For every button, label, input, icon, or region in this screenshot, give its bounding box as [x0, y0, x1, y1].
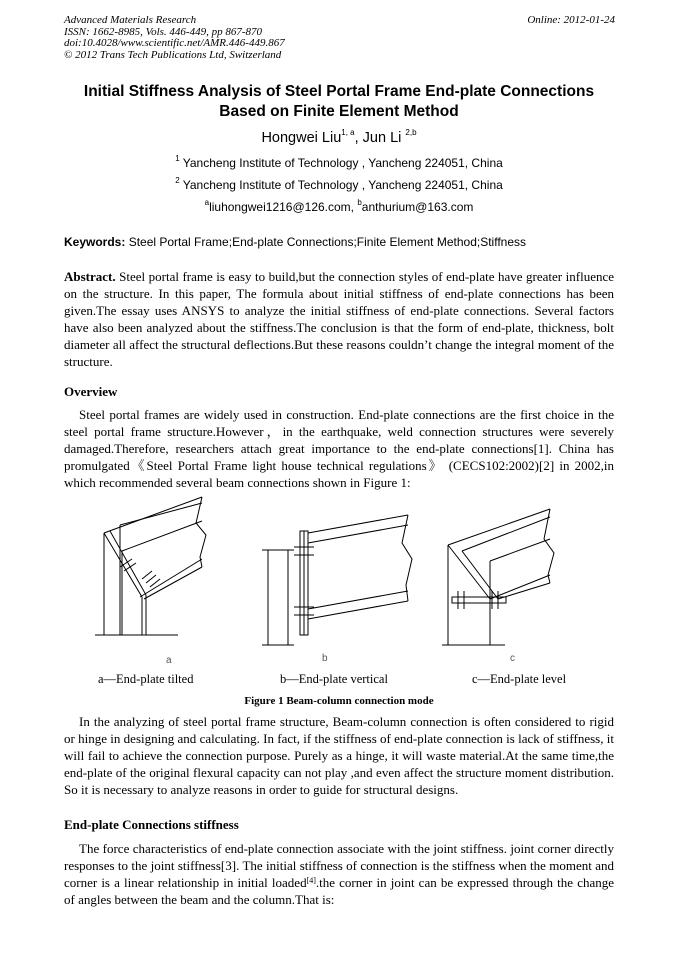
figure-1-title: Figure 1 Beam-column connection mode	[244, 695, 434, 707]
author-1: Hongwei Liu	[261, 130, 342, 146]
emails	[0, 200, 678, 214]
email-a[interactable]: liuhongwei1216@126.com,	[209, 200, 358, 214]
figure-letter-c: c	[510, 653, 515, 664]
abstract	[64, 268, 614, 370]
caption-b: b—End-plate vertical	[280, 672, 388, 686]
paper-title	[40, 82, 638, 122]
affiliation-1	[0, 156, 678, 170]
author-2-sup: 2,b	[405, 128, 417, 137]
caption-c: c—End-plate level	[472, 672, 567, 686]
author-1-sup: 1, a	[341, 128, 355, 137]
paragraph-2: In the analyzing of steel portal frame structure, Beam-column connection is often considered to rigid or hinge in designing and calculating. In fact, if the stiffness of end-plate connection is lack of stiffness, it will fail to achieve the connection purpose. Purely as a hinge, it will waste material.At the same time,the end-plate of the original flexural capacity can not play ,and even affect the structure moment distribution. So it is necessary to analyze reasons in order to guide for structural designs.	[64, 714, 614, 797]
citation-4[interactable]: [4]	[306, 876, 316, 885]
keywords	[64, 235, 526, 249]
figure-letter-a: a	[166, 655, 172, 666]
journal-name: Advanced Materials Research	[64, 14, 197, 26]
abstract-text: Steel portal frame is easy to build,but the connection styles of end-plate have greater influence on the structure. In this paper, The formula about initial stiffness of end-plate connections has been given.The essay uses ANSYS to analyze the initial stiffness of end-plate connections. Several factors have also been analyzed about the stiffness.The conclusion is that the form of end-plate, thickness, bolt diameter all affect the structural deflections.But these reasons couldn’t change the integral moment of the structure.	[64, 269, 614, 369]
caption-a: a—End-plate tilted	[98, 672, 194, 686]
aff1-sup: 1	[175, 154, 180, 163]
abstract-label: Abstract.	[64, 269, 116, 284]
author-2: Jun Li	[362, 130, 402, 146]
email-a-sup: a	[204, 198, 210, 207]
aff1-text: Yancheng Institute of Technology , Yancheng 224051, China	[182, 156, 503, 170]
figure-b-vertical	[262, 515, 412, 645]
paragraph-3-part2: .the corner in joint can be expressed through the change of angles between the beam and the column.That is:	[64, 875, 614, 907]
figure-letter-b: b	[322, 653, 328, 664]
overview-paragraph: Steel portal frames are widely used in construction. End-plate connections are the first choice in the steel portal frame structure.However，in the earthquake, weld connection structures were severely damaged.Therefore, researchers attach great importance to the end-plate connections[1]. China has promulgated《Steel Portal Frame light house technical regulations》 (CECS102:2002)[2] in 2002,in which recommended several beam connections shown in Figure 1:	[64, 407, 614, 490]
title-line-1: Initial Stiffness Analysis of Steel Portal Frame End-plate Connections	[83, 83, 595, 100]
aff2-text: Yancheng Institute of Technology , Yancheng 224051, China	[182, 178, 503, 192]
email-b-sup: b	[357, 198, 362, 207]
author-sep: ,	[354, 130, 363, 146]
figure-1-drawings	[90, 495, 590, 670]
aff2-sup: 2	[175, 176, 180, 185]
section-2-heading: End-plate Connections stiffness	[64, 817, 239, 832]
issn-line: ISSN: 1662-8985, Vols. 446-449, pp 867-870	[64, 25, 262, 38]
keywords-label: Keywords:	[64, 235, 126, 249]
keywords-text: Steel Portal Frame;End-plate Connections;Finite Element Method;Stiffness	[125, 235, 527, 249]
copyright-line: © 2012 Trans Tech Publications Ltd, Switzerland	[64, 48, 282, 61]
online-date: Online: 2012-01-24	[527, 14, 615, 26]
authors	[0, 130, 678, 146]
paragraph-3	[64, 840, 614, 908]
journal-header	[64, 15, 285, 61]
figure-c-level	[442, 509, 554, 645]
paragraph-3-part1: The force characteristics of end-plate connection associate with the joint stiffness. joint corner directly responses to the joint stiffness[3]. The initial stiffness of connection is the stiffness when the moment and corner is a linear relationship in initial loaded	[64, 841, 614, 890]
figure-a-tilted	[95, 497, 206, 635]
doi-line: doi:10.4028/www.scientific.net/AMR.446-449.867	[64, 37, 285, 49]
overview-heading: Overview	[64, 384, 118, 399]
email-b[interactable]: anthurium@163.com	[361, 200, 474, 214]
affiliation-2	[0, 178, 678, 192]
title-line-2: Based on Finite Element Method	[219, 103, 459, 120]
